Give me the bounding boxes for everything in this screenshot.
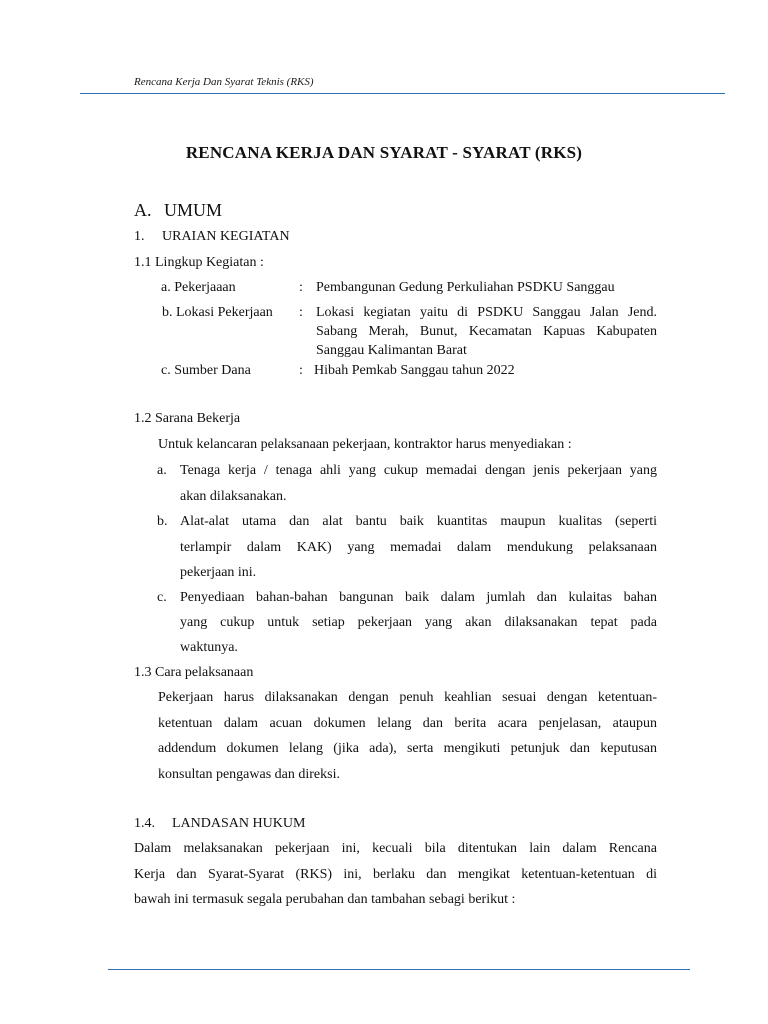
paragraph-line: Kerja dan Syarat-Syarat (RKS) ini, berlaku dan mengikat ketentuan-ketentuan di xyxy=(134,867,657,882)
subsection-1-4-title: LANDASAN HUKUM xyxy=(172,816,306,831)
subsection-1-2-title: 1.2 Sarana Bekerja xyxy=(134,411,241,426)
list-item-c-line: Penyediaan bahan-bahan bangunan baik dalam jumlah dan kulaitas bahan xyxy=(180,590,657,605)
scope-value-pekerjaan: Pembangunan Gedung Perkuliahan PSDKU Sanggau xyxy=(316,280,615,295)
list-item-a-line: Tenaga kerja / tenaga ahli yang cukup memadai dengan jenis pekerjaan yang xyxy=(180,463,657,478)
list-item-c-line: waktunya. xyxy=(180,640,238,655)
list-item-b-line: terlampir dalam KAK) yang memadai dalam mendukung pelaksanaan xyxy=(180,540,657,555)
paragraph-line: konsultan pengawas dan direksi. xyxy=(158,767,340,782)
item-1-number: 1. xyxy=(134,229,145,244)
list-marker-c: c. xyxy=(157,590,167,605)
subsection-1-2-intro: Untuk kelancaran pelaksanaan pekerjaan, kontraktor harus menyediakan : xyxy=(158,437,572,452)
subsection-1-3-title: 1.3 Cara pelaksanaan xyxy=(134,665,254,680)
paragraph-line: Dalam melaksanakan pekerjaan ini, kecuali bila ditentukan lain dalam Rencana xyxy=(134,841,657,856)
item-1-title: URAIAN KEGIATAN xyxy=(162,229,290,244)
paragraph-line: bawah ini termasuk segala perubahan dan tambahan sebagi berikut : xyxy=(134,892,516,907)
footer-rule xyxy=(108,969,690,970)
subsection-1-4-number: 1.4. xyxy=(134,816,155,831)
section-a-marker: A. xyxy=(134,200,152,220)
document-title: RENCANA KERJA DAN SYARAT - SYARAT (RKS) xyxy=(185,143,583,162)
list-item-b-line: pekerjaan ini. xyxy=(180,565,257,580)
list-marker-b: b. xyxy=(157,514,168,529)
list-item-c-line: yang cukup untuk setiap pekerjaan yang akan dilaksanakan tepat pada xyxy=(180,615,657,630)
scope-value-lokasi-line: Sanggau Kalimantan Barat xyxy=(316,343,467,358)
section-a-title: UMUM xyxy=(164,200,223,220)
scope-value-lokasi-line: Sabang Merah, Bunut, Kecamatan Kapuas Kabupaten xyxy=(316,324,657,339)
scope-colon: : xyxy=(299,280,303,295)
scope-value-sumber-dana: Hibah Pemkab Sanggau tahun 2022 xyxy=(314,363,515,378)
paragraph-line: ketentuan dalam acuan dokumen lelang dan berita acara penjelasan, ataupun xyxy=(158,716,657,731)
running-header: Rencana Kerja Dan Syarat Teknis (RKS) xyxy=(134,76,314,88)
scope-label-sumber-dana: c. Sumber Dana xyxy=(161,363,251,378)
list-marker-a: a. xyxy=(157,463,167,478)
list-item-a-line: akan dilaksanakan. xyxy=(180,489,287,504)
header-rule xyxy=(80,93,725,94)
subsection-1-1-title: 1.1 Lingkup Kegiatan : xyxy=(134,255,264,270)
scope-value-lokasi-line: Lokasi kegiatan yaitu di PSDKU Sanggau Jalan Jend. xyxy=(316,305,657,320)
scope-label-lokasi: b. Lokasi Pekerjaan xyxy=(162,305,273,320)
scope-label-pekerjaan: a. Pekerjaaan xyxy=(161,280,236,295)
list-item-b-line: Alat-alat utama dan alat bantu baik kuantitas maupun kualitas (seperti xyxy=(180,514,657,529)
scope-colon: : xyxy=(299,363,303,378)
paragraph-line: addendum dokumen lelang (jika ada), serta mengikuti petunjuk dan keputusan xyxy=(158,741,657,756)
paragraph-line: Pekerjaan harus dilaksanakan dengan penuh keahlian sesuai dengan ketentuan- xyxy=(158,690,657,705)
scope-colon: : xyxy=(299,305,303,320)
